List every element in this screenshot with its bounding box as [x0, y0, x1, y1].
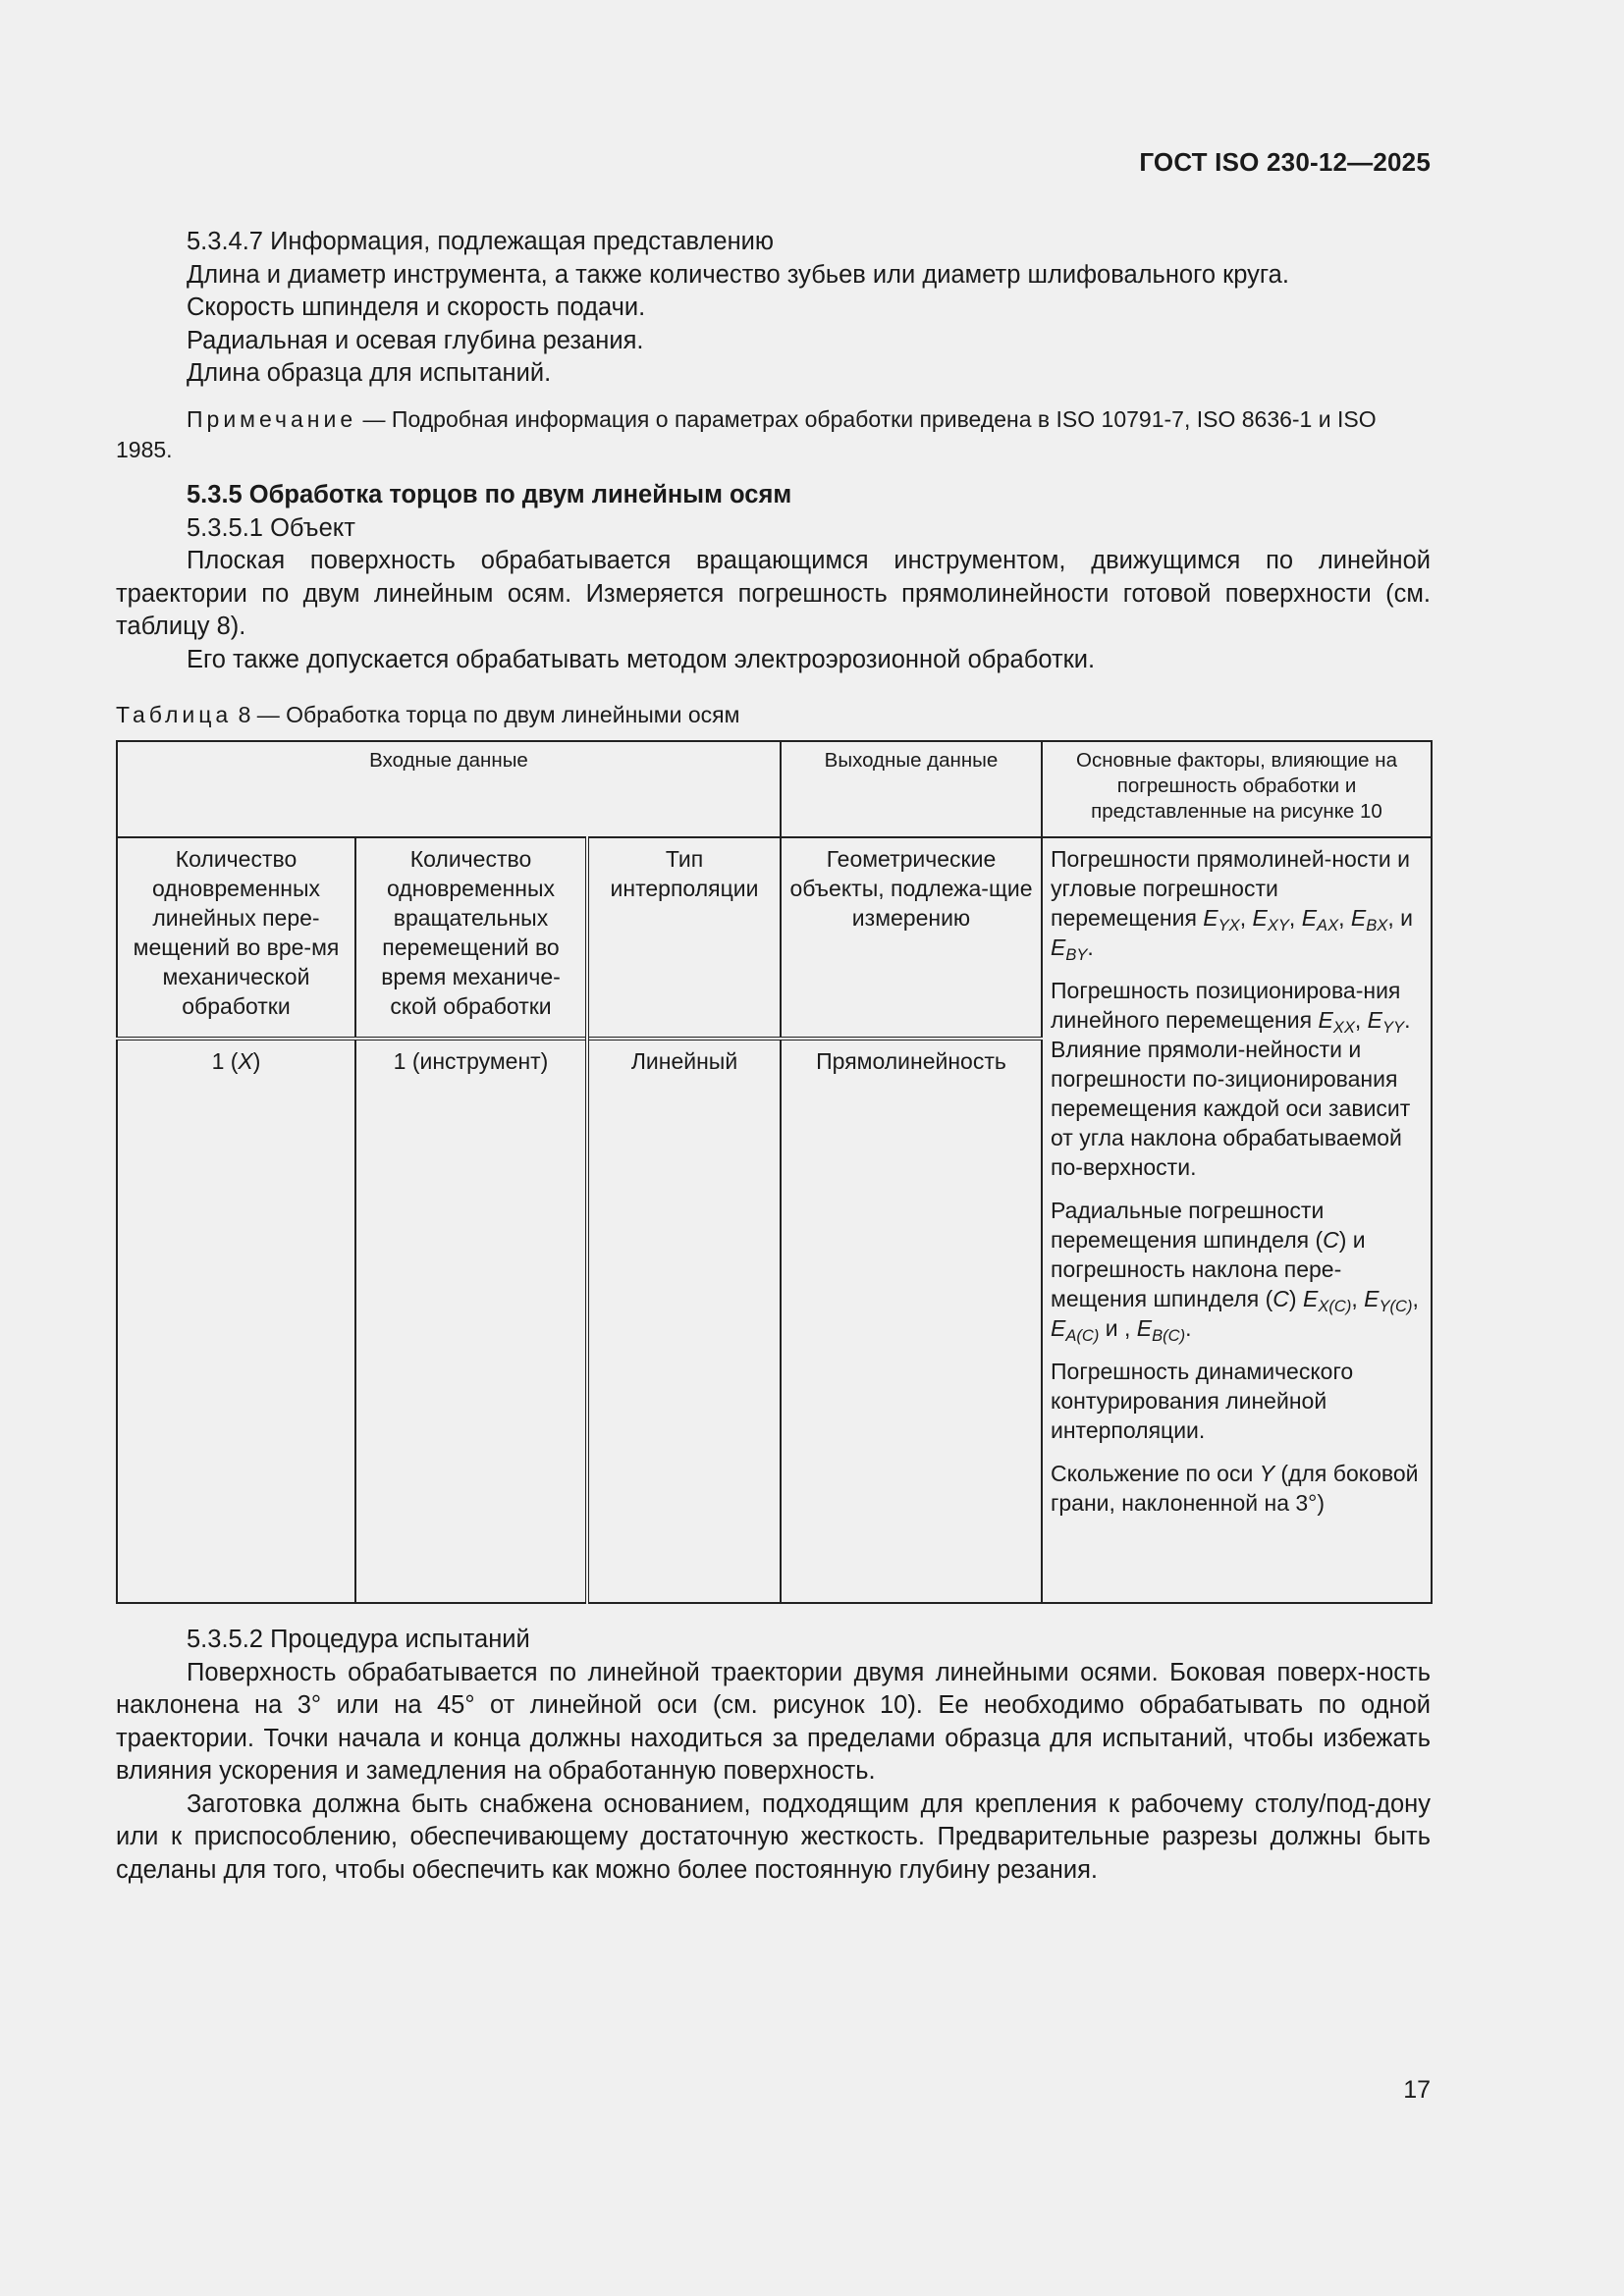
paragraph: Заготовка должна быть снабжена основанием, подходящим для крепления к рабочему столу/под-дону или к приспособлению, обеспечивающему достаточную жесткость. Предварительные разрезы должны быть сделаны для того, чтобы обеспечить как можно более постоянную глубину резания. [116, 1789, 1431, 1884]
note [116, 404, 1431, 465]
section-5-3-4-7 [116, 226, 1431, 465]
subsection-heading: 5.3.5.1 Объект [187, 513, 355, 542]
factors-cell [1042, 837, 1432, 1603]
header-output-data: Выходные данные [781, 741, 1042, 837]
table-subheader-row [117, 837, 1432, 1039]
subsection-heading: 5.3.5.2 Процедура испытаний [187, 1626, 530, 1653]
section-5-3-5-2 [116, 1624, 1431, 1887]
info-line: Длина и диаметр инструмента, а также количество зубьев или диаметр шлифовального круга. [187, 260, 1289, 289]
table-caption-label: Таблица [116, 702, 233, 727]
section-heading: 5.3.4.7 Информация, подлежащая представлению [187, 228, 775, 255]
factor-item: Погрешность динамического контурирования линейной интерполяции. [1051, 1359, 1354, 1443]
document-id: ГОСТ ISO 230-12—2025 [1139, 147, 1431, 177]
info-line: Радиальная и осевая глубина резания. [187, 326, 644, 354]
factor-item: Радиальные погрешности перемещения шпинделя (C) и погрешность наклона пере-мещения шпинделя (C) $E_{X(C)}$, $E_{Y(C)}$, $E_{A(C)}$ и , $E_{B(C)}$. [1051, 1198, 1419, 1345]
note-label: Примечание [187, 405, 357, 432]
cell-interpolation-type: Линейный [587, 1039, 781, 1603]
table-caption-text: 8 — Обработка торца по двум линейными осям [232, 702, 740, 727]
paragraph: Поверхность обрабатывается по линейной траектории двумя линейными осями. Боковая поверх-ность наклонена на 3° или на 45° от линейной оси (см. рисунок 10). Ее необходимо обрабатывать по одной траектории. Точки начала и конца должны находиться за пределами образца для испытаний, чтобы избежать влияния ускорения и замедления на обработанную поверхность. [116, 1658, 1431, 1785]
factor-item: Погрешности прямолиней-ности и угловые погрешности перемещения $E_{YX}$, $E_{XY}$, $E_{AX}$, $E_{BX}$, и $E_{BY}$. [1051, 846, 1413, 964]
col-interpolation-type: Тип интерполяции [587, 837, 781, 1039]
info-line: Длина образца для испытаний. [187, 359, 552, 387]
info-line: Скорость шпинделя и скорость подачи. [187, 294, 646, 321]
section-heading: 5.3.5 Обработка торцов по двум линейным осям [187, 481, 792, 508]
paragraph: Его также допускается обрабатывать методом электроэрозионной обработки. [187, 645, 1096, 673]
cell-linear-movements: 1 (X) [117, 1039, 355, 1603]
col-rotary-movements: Количество одновременных вращательных перемещений во время механиче-ской обработки [355, 837, 587, 1039]
page-number: 17 [1403, 2076, 1431, 2104]
col-linear-movements: Количество одновременных линейных пере-мещений во вре-мя механической обработки [117, 837, 355, 1039]
col-geometric-objects: Геометрические объекты, подлежа-щие измерению [781, 837, 1042, 1039]
table-caption [116, 700, 1431, 729]
table-header-row [117, 741, 1432, 837]
header-main-factors: Основные факторы, влияющие на погрешность обработки и представленные на рисунке 10 [1042, 741, 1432, 837]
paragraph: Плоская поверхность обрабатывается вращающимся инструментом, движущимся по линейной траектории по двум линейным осям. Измеряется погрешность прямолинейности готовой поверхности (см. таблицу 8). [116, 547, 1431, 640]
cell-rotary-movements: 1 (инструмент) [355, 1039, 587, 1603]
factor-item: Скольжение по оси Y (для боковой грани, наклоненной на 3°) [1051, 1461, 1419, 1516]
factor-item: Погрешность позиционирова-ния линейного перемещения $E_{XX}$, $E_{YY}$. Влияние прямоли-нейности и погрешности по-зиционирования перемещения каждой оси зависит от угла наклона обрабатываемой по-верхности. [1051, 978, 1411, 1180]
cell-geometric-objects: Прямолинейность [781, 1039, 1042, 1603]
section-5-3-5 [116, 479, 1431, 676]
header-input-data: Входные данные [117, 741, 781, 837]
table-8 [116, 740, 1433, 1604]
note-text: — Подробная информация о параметрах обработки приведена в ISO 10791-7, ISO 8636-1 и ISO 1985. [116, 405, 1377, 462]
